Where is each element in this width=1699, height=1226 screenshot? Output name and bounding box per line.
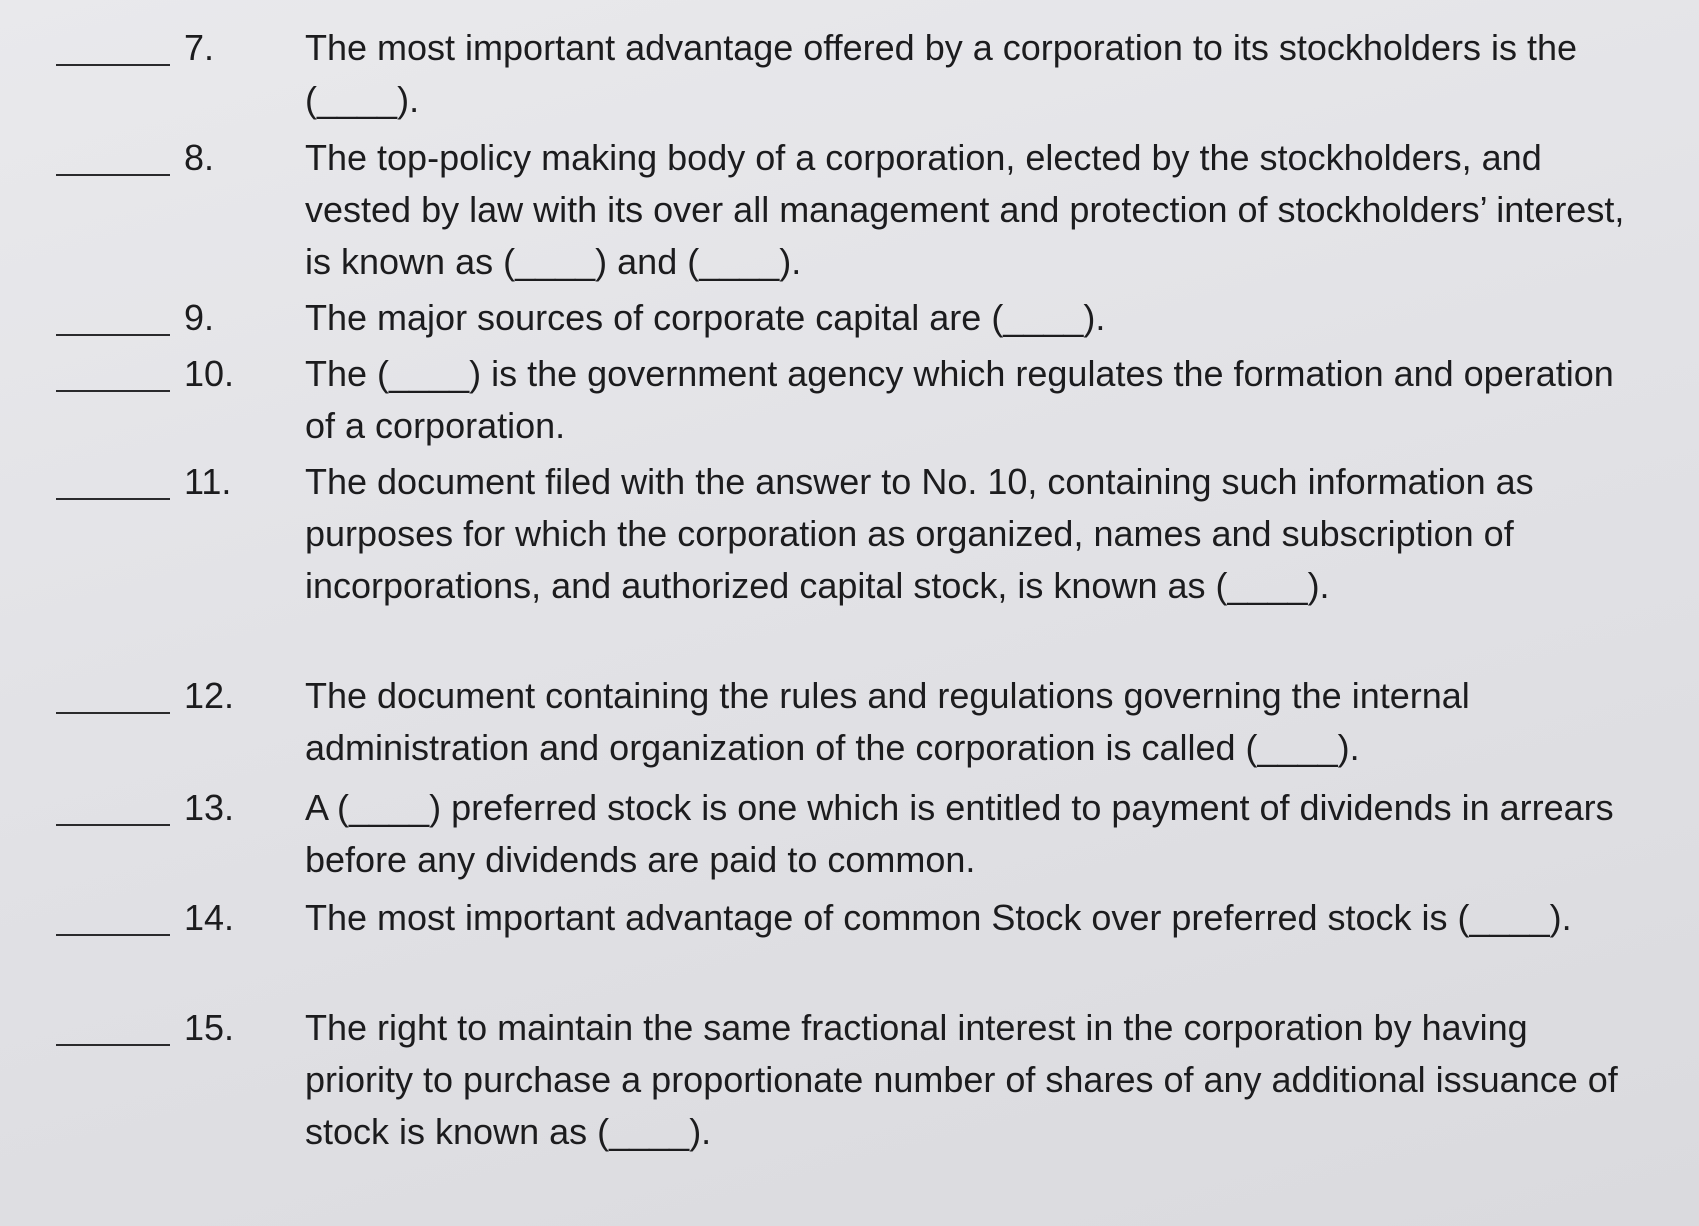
question-number: 12. (184, 675, 235, 716)
question-text: The most important advantage offered by a corporation to its stockholders is the (____). (305, 27, 1578, 120)
answer-blank[interactable] (56, 64, 170, 66)
question-number: 9. (184, 297, 215, 338)
question-number: 7. (184, 27, 215, 68)
question-text: The most important advantage of common Stock over preferred stock is (____). (305, 897, 1572, 938)
question-number: 13. (184, 787, 235, 828)
question-text: The major sources of corporate capital are (____). (305, 297, 1106, 338)
question-number: 10. (184, 353, 235, 394)
answer-blank[interactable] (56, 174, 170, 176)
answer-blank[interactable] (56, 824, 170, 826)
question-number: 14. (184, 897, 235, 938)
question-number: 11. (184, 461, 232, 502)
question-number: 8. (184, 137, 215, 178)
answer-blank[interactable] (56, 1044, 170, 1046)
question-text: A (____) preferred stock is one which is entitled to payment of dividends in arrears before any dividends are paid to common. (305, 787, 1614, 880)
answer-blank[interactable] (56, 712, 170, 714)
question-number: 15. (184, 1007, 235, 1048)
answer-blank[interactable] (56, 934, 170, 936)
question-text: The (____) is the government agency which regulates the formation and operation of a corporation. (305, 353, 1614, 446)
question-text: The document filed with the answer to No. 10, containing such information as purposes for which the corporation as organized, names and subscription of incorporations, and authorized capital stock, is known as (____). (305, 461, 1534, 606)
answer-blank[interactable] (56, 334, 170, 336)
question-text: The top-policy making body of a corporation, elected by the stockholders, and vested by law with its over all management and protection of stockholders’ interest, is known as (____) and (____). (305, 137, 1625, 282)
answer-blank[interactable] (56, 498, 170, 500)
question-text: The document containing the rules and regulations governing the internal administration and organization of the corporation is called (____). (305, 675, 1470, 768)
answer-blank[interactable] (56, 390, 170, 392)
question-text: The right to maintain the same fractional interest in the corporation by having priority to purchase a proportionate number of shares of any additional issuance of stock is known as (____). (305, 1007, 1618, 1152)
